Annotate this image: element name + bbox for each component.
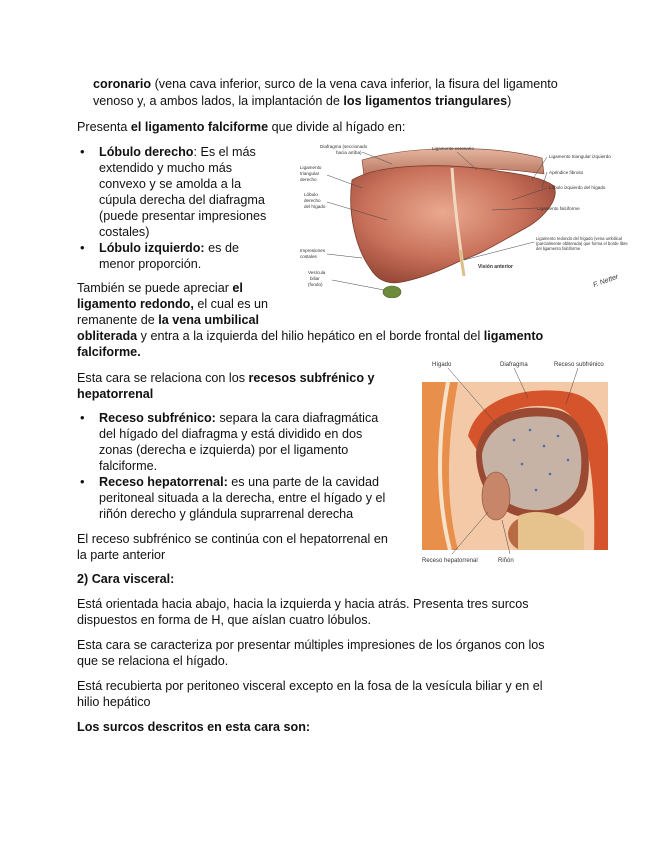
fig2-label-diafragma: Diafragma [500, 362, 528, 368]
impresiones-line-1: Esta cara se caracteriza por presentar múltiples impresiones de los órganos con los [77, 638, 545, 652]
redondo-line-1: También se puede apreciar el [77, 281, 243, 295]
redondo-line-4: obliterada y entra a la izquierda del hilio hepático en el borde frontal del ligamento [77, 329, 544, 343]
fig2-label-subfrenico: Receso subfrénico [554, 362, 604, 368]
recubierta-line-1: Está recubierta por peritoneo visceral excepto en la fosa de la vesícula biliar y en el [77, 679, 543, 693]
fig2-label-rinon: Riñón [498, 558, 514, 564]
fig1-label-redondo-1: Ligamento redondo del hígado (vena umbilical [536, 236, 622, 241]
lobulo-izquierdo-line-2: menor proporción. [99, 257, 202, 271]
bullet-lobulo-izquierdo: • [80, 240, 85, 255]
intro-line-1: coronario (vena cava inferior, surco de la vena cava inferior, la fisura del ligamento [93, 77, 558, 91]
fig1-label-lob-izq: Lóbulo izquierdo del hígado [549, 185, 606, 190]
fig1-label-costales-1: Impresiones [300, 248, 326, 253]
recesos-sagittal-illustration [418, 356, 618, 568]
fig1-label-vesicula-2: biliar [310, 276, 320, 281]
fig1-label-triangular-der-3: derecho [300, 177, 317, 182]
lobulo-izquierdo-line-1: Lóbulo izquierdo: es de [99, 241, 239, 255]
fig2-label-higado: Hígado [432, 362, 452, 368]
hepatorrenal-line-2: peritoneal situada a la derecha, entre el hígado y el [99, 491, 386, 505]
lobulo-derecho-line-2: extendido y mucho más [99, 161, 233, 175]
orientada-line-2: dispuestos en forma de H, que aíslan cuatro lóbulos. [77, 613, 372, 627]
subfrenico-line-4: falciforme. [99, 459, 158, 473]
hepatorrenal-line-3: riñón derecho y glándula suprarrenal derecha [99, 507, 354, 521]
fig1-label-coronario: Ligamento coronario [432, 146, 474, 151]
orientada-line-1: Está orientada hacia abajo, hacia la izquierda y hacia atrás. Presenta tres surcos [77, 597, 529, 611]
fig1-label-vision: Visión anterior [478, 264, 513, 270]
recesos-line-1: Esta cara se relaciona con los recesos subfrénico y [77, 371, 375, 385]
subfrenico-line-1: Receso subfrénico: separa la cara diafragmática [99, 411, 379, 425]
redondo-line-3: remanente de la vena umbilical [77, 313, 260, 327]
heading-surcos: Los surcos descritos en esta cara son: [77, 720, 311, 734]
fig1-label-triangular-der-2: triangular [300, 171, 320, 176]
fig1-label-lob-der-2: derecho [304, 198, 321, 203]
continua-line-2: la parte anterior [77, 548, 166, 562]
fig1-label-vesicula-3: (fondo) [308, 282, 323, 287]
fig1-label-redondo-2: (parcialmente obliterada) que forma el borde libre [536, 241, 628, 246]
fig1-label-triangular-der-1: Ligamento [300, 165, 322, 170]
liver-anterior-illustration [292, 140, 632, 298]
paragraph-falciforme: Presenta el ligamento falciforme que divide al hígado en: [77, 120, 406, 134]
lobulo-derecho-line-6: costales) [99, 225, 150, 239]
redondo-line-2: ligamento redondo, el cual es un [77, 297, 269, 311]
fig1-label-triangular-izq: Ligamento triangular izquierdo [549, 154, 611, 159]
fig1-label-diafragma-2: hacia arriba) [336, 150, 362, 155]
subfrenico-line-3: zonas (derecha e izquierda) por el ligamento [99, 443, 349, 457]
recesos-line-2: hepatorrenal [77, 387, 154, 401]
bullet-lobulo-derecho: • [80, 144, 85, 159]
fig1-label-lob-der-3: del hígado [304, 204, 326, 209]
recubierta-line-2: hilio hepático [77, 695, 151, 709]
fig1-label-redondo-3: del ligamento falciforme [536, 246, 581, 251]
lobulo-derecho-line-4: cúpula derecha del diafragma [99, 193, 265, 207]
bullet-receso-hepatorrenal: • [80, 474, 85, 489]
fig1-label-lob-der-1: Lóbulo [304, 192, 318, 197]
fig1-label-vesicula-1: Vesícula [308, 270, 326, 275]
fig1-label-falciforme: Ligamento falciforme [537, 206, 580, 211]
impresiones-line-2: que se relaciona el hígado. [77, 654, 229, 668]
fig1-label-apendice: Apéndice fibroso [549, 170, 584, 175]
hepatorrenal-line-1: Receso hepatorrenal: es una parte de la cavidad [99, 475, 380, 489]
lobulo-derecho-line-3: convexo y se amolda a la [99, 177, 242, 191]
lobulo-derecho-line-1: Lóbulo derecho: Es el más [99, 145, 256, 159]
redondo-line-5: falciforme. [77, 345, 141, 359]
intro-line-2: venoso y, a ambos lados, la implantación de los ligamentos triangulares) [93, 94, 512, 108]
fig1-signature: F. Netter [592, 273, 620, 290]
lobulo-derecho-line-5: (puede presentar impresiones [99, 209, 267, 223]
subfrenico-line-2: del hígado del diafragma y está dividido en dos [99, 427, 363, 441]
fig1-label-diafragma-1: Diafragma (seccionado [320, 144, 368, 149]
bullet-receso-subfrenico: • [80, 410, 85, 425]
heading-cara-visceral: 2) Cara visceral: [77, 572, 175, 586]
fig1-label-costales-2: costales [300, 254, 317, 259]
fig2-label-hepatorrenal: Receso hepatorrenal [422, 558, 478, 564]
continua-line-1: El receso subfrénico se continúa con el hepatorrenal en [77, 532, 388, 546]
